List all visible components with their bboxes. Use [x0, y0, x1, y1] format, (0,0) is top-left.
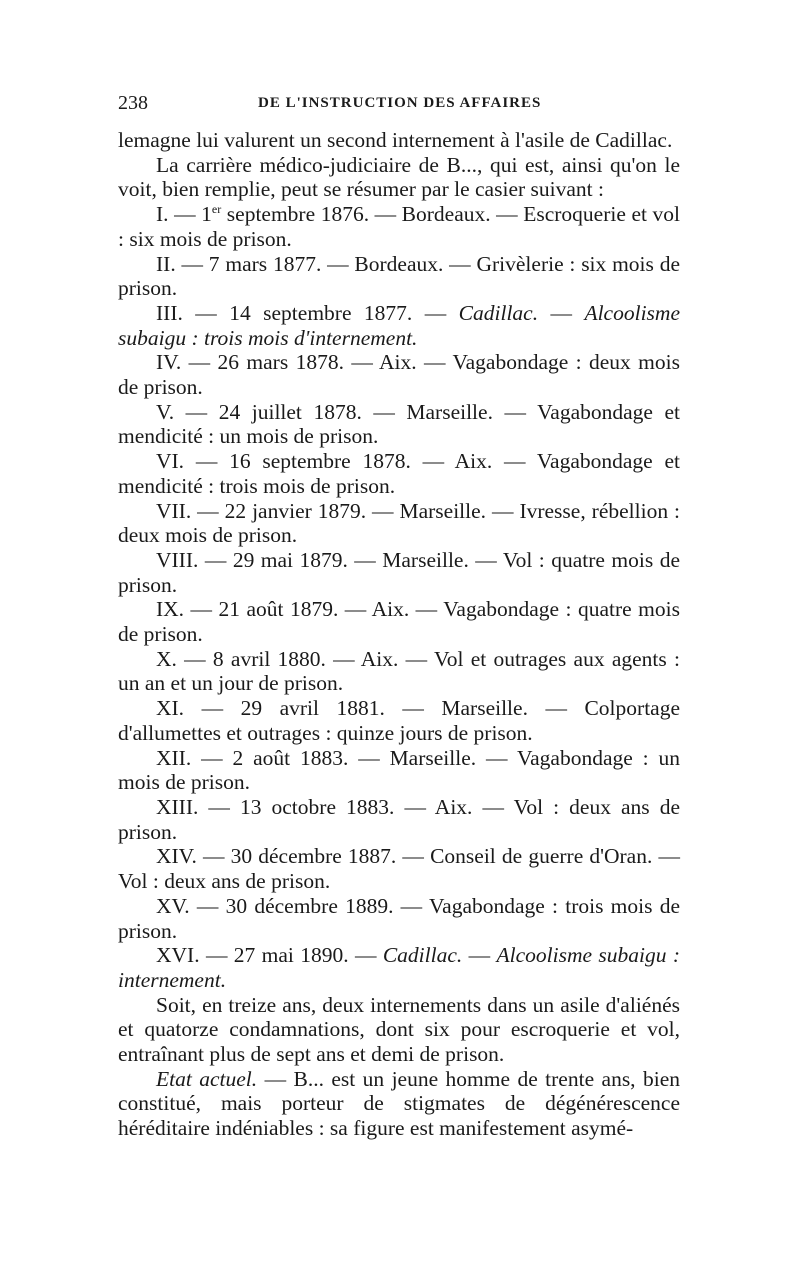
record-text: — 16 septembre 1878. — Aix. — Vagabondage et mendicité : trois mois de prison.: [118, 449, 680, 498]
record-superscript: er: [211, 202, 222, 217]
record-entry: [118, 301, 680, 350]
continuation-paragraph: lemagne lui valurent un second internement à l'asile de Cadillac.: [118, 128, 673, 152]
record-entry: [118, 894, 680, 943]
record-number: VI.: [156, 449, 185, 474]
record-number: X.: [156, 646, 177, 671]
record-number: II.: [156, 251, 176, 276]
page-number: 238: [118, 92, 148, 114]
record-text: — 29 mai 1879. — Marseille. — Vol : quatre mois de prison.: [118, 547, 680, 597]
record-number: XIV.: [156, 844, 197, 869]
record-text: — 21 août 1879. — Aix. — Vagabondage : quatre mois de prison.: [118, 597, 680, 647]
record-place: Cadillac.: [382, 943, 463, 968]
record-separator: —: [538, 300, 585, 325]
record-entry: [118, 350, 680, 399]
record-entry: [118, 499, 680, 548]
record-date: — 14 septembre 1877. —: [182, 300, 459, 325]
summary-paragraph: Soit, en treize ans, deux internements dans un asile d'aliénés et quatorze condamnations, dont six pour escroquerie et vol, entraînant plus de sept ans et demi de prison.: [118, 992, 680, 1067]
record-offense: Alcoolisme subaigu : internement.: [118, 943, 680, 992]
etat-actuel-paragraph: [118, 1067, 680, 1141]
record-number: VIII.: [156, 547, 199, 572]
record-text: — 30 décembre 1889. — Vagabondage : trois mois de prison.: [118, 893, 680, 943]
record-number: XIII.: [156, 794, 199, 819]
record-entry: [118, 548, 680, 597]
record-number: XII.: [156, 745, 192, 770]
running-header: [118, 92, 680, 116]
record-text: — 1: [168, 202, 212, 227]
career-paragraph: La carrière médico-judiciaire de B..., qui est, ainsi qu'on le voit, bien remplie, peut se résumer par le casier suivant :: [118, 152, 680, 202]
record-text: — 2 août 1883. — Marseille. — Vagabondage : un mois de prison.: [118, 745, 680, 795]
record-entry: [118, 400, 680, 449]
record-number: III.: [156, 300, 183, 325]
etat-actuel-label: Etat actuel.: [156, 1066, 258, 1091]
record-number: IV.: [156, 350, 182, 375]
record-number: V.: [156, 399, 175, 424]
record-number: I.: [156, 202, 169, 227]
record-number: XV.: [156, 893, 190, 918]
record-text: — 26 mars 1878. — Aix. — Vagabondage : deux mois de prison.: [118, 350, 680, 400]
record-offense: Alcoolisme subaigu : trois mois d'internement.: [118, 300, 680, 350]
record-text: septembre 1876. — Bordeaux. — Escroquerie et vol : six mois de prison.: [118, 202, 680, 251]
record-entry: [118, 252, 680, 301]
record-number: IX.: [156, 597, 185, 622]
record-text: — 13 octobre 1883. — Aix. — Vol : deux ans de prison.: [118, 794, 680, 844]
record-separator: —: [462, 943, 497, 968]
record-text: — 22 janvier 1879. — Marseille. — Ivresse, rébellion : deux mois de prison.: [118, 498, 680, 548]
record-text: — 30 décembre 1887. — Conseil de guerre d'Oran. — Vol : deux ans de prison.: [118, 844, 680, 894]
record-text: — 29 avril 1881. — Marseille. — Colportage d'allumettes et outrages : quinze jours de prison.: [118, 696, 680, 745]
record-number: XI.: [156, 696, 185, 721]
record-number: XVI.: [156, 943, 200, 968]
record-entry: [118, 597, 680, 646]
record-entry: [118, 943, 680, 992]
record-number: VII.: [156, 498, 192, 523]
record-date: — 27 mai 1890. —: [199, 943, 383, 968]
record-entry: [118, 647, 680, 696]
record-entry: [118, 795, 680, 844]
record-entry: [118, 449, 680, 498]
record-entry: [118, 844, 680, 893]
running-title: DE L'INSTRUCTION DES AFFAIRES: [258, 95, 542, 111]
record-entry: [118, 202, 680, 251]
record-place: Cadillac.: [458, 300, 539, 325]
etat-actuel-text: — B... est un jeune homme de trente ans, bien constitué, mais porteur de stigmates de dégénérescence héréditaire indéniables : sa figure est manifestement asymé-: [118, 1066, 680, 1141]
record-text: — 8 avril 1880. — Aix. — Vol et outrages aux agents : un an et un jour de prison.: [118, 646, 680, 696]
record-text: — 24 juillet 1878. — Marseille. — Vagabondage et mendicité : un mois de prison.: [118, 399, 680, 449]
page-body: [118, 128, 680, 1141]
record-entry: [118, 696, 680, 745]
record-text: — 7 mars 1877. — Bordeaux. — Grivèlerie : six mois de prison.: [118, 251, 680, 301]
record-entry: [118, 746, 680, 795]
